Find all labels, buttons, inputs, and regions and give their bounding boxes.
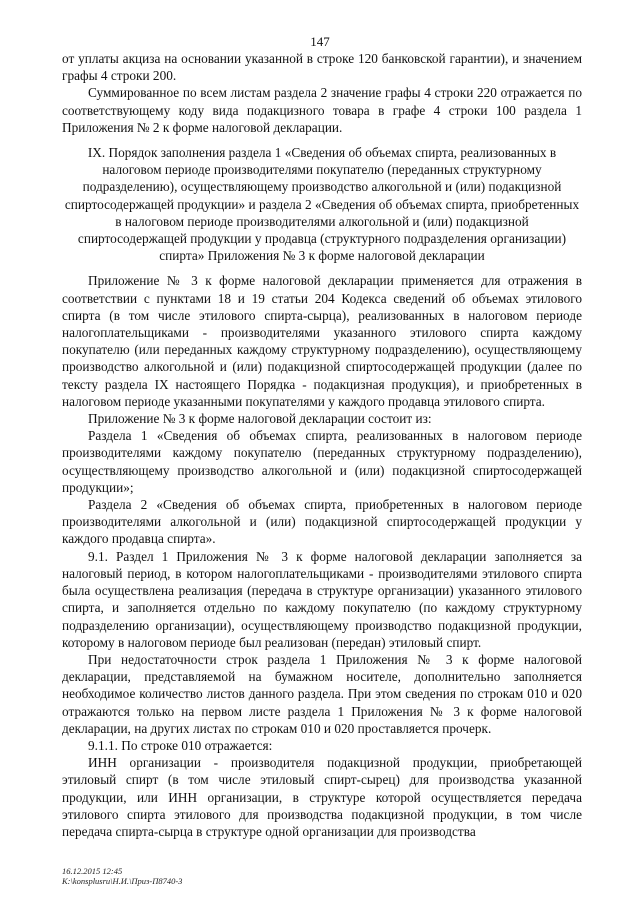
document-footer (62, 866, 182, 886)
section-heading: IX. Порядок заполнения раздела 1 «Сведения об объемах спирта, реализованных в налоговом периоде производителями покупателю (переданных структурному подразделению), осуществляющему производство алкогольной и (или) подакцизной спиртосодержащей продукции» и раздела 2 «Сведения об объемах спирта, приобретенных в налоговом периоде производителями алкогольной и (или) подакцизной спиртосодержащей продукции у продавца (структурного подразделения организации) спирта» Приложения № 3 к форме налоговой декларации (64, 145, 580, 264)
footer-path: K:\konsplusru\Н.И.\Приз-П8740-3 (62, 876, 183, 886)
body-paragraph: 9.1.1. По строке 010 отражается: (88, 737, 273, 753)
body-paragraph: 9.1. Раздел 1 Приложения № 3 к форме налоговой декларации заполняется за налоговый период, в котором налогоплательщиками - производителями этилового спирта была осуществлена реализация (передача в структуре организации) указанного этилового спирта, и заполняется отдельно по каждому покупателю (по каждому структурному подразделению организации), осуществляющему производство подакцизной продукции, которому в налоговом периоде был реализован (передан) этиловый спирт. (62, 548, 582, 650)
body-paragraph: Раздела 2 «Сведения об объемах спирта, приобретенных в налоговом периоде производителями алкогольной и (или) подакцизной спиртосодержащей продукции у каждого продавца спирта». (62, 497, 582, 547)
page-number: 147 (310, 34, 330, 49)
document-body (62, 50, 582, 840)
body-paragraph: При недостаточности строк раздела 1 Приложения № 3 к форме налоговой декларации, представляемой на бумажном носителе, дополнительно заполняется необходимое количество листов данного раздела. При этом сведения по строкам 010 и 020 отражаются только на первом листе раздела 1 Приложения № 3 к форме налоговой декларации, на других листах по строкам 010 и 020 проставляется прочерк. (62, 651, 582, 736)
body-paragraph: Приложение № 3 к форме налоговой декларации состоит из: (88, 411, 432, 427)
intro-paragraph: Суммированное по всем листам раздела 2 значение графы 4 строки 220 отражается по соответствующему коду вида подакцизного товара в графе 4 строки 100 раздела 1 Приложения № 2 к форме налоговой декларации. (62, 85, 582, 135)
body-paragraph: ИНН организации - производителя подакцизной продукции, приобретающей этиловый спирт (в том числе этиловый спирт-сырец) для производства указанной продукции, или ИНН организации, в структуре которой осуществляется передача этилового спирта этилового для производства подакцизной продукции, в том числе передача спирта-сырца в структуре одной организации для производства (62, 755, 582, 839)
intro-paragraph: от уплаты акциза на основании указанной в строке 120 банковской гарантии), и значением графы 4 строки 200. (62, 51, 582, 84)
footer-date: 16.12.2015 12:45 (62, 866, 123, 876)
body-paragraph: Приложение № 3 к форме налоговой декларации применяется для отражения в соответствии с пунктами 18 и 19 статьи 204 Кодекса сведений об объемах этилового спирта (в том числе этилового спирта-сырца), реализованных в налоговом периоде налогоплательщиками - производителями указанного этилового спирта каждому покупателю (или переданных каждому структурному подразделению), осуществляющему производство алкогольной и (или) подакцизной спиртосодержащей продукции (далее по тексту раздела IX настоящего Порядка - подакцизная продукция), и приобретенных в налоговом периоде указанными покупателями у каждого продавца этилового спирта. (62, 273, 582, 409)
body-paragraph: Раздела 1 «Сведения об объемах спирта, реализованных в налоговом периоде производителями каждому покупателю (переданных структурному подразделению), осуществляющему производство алкогольной и (или) подакцизной спиртосодержащей продукции»; (62, 428, 582, 495)
